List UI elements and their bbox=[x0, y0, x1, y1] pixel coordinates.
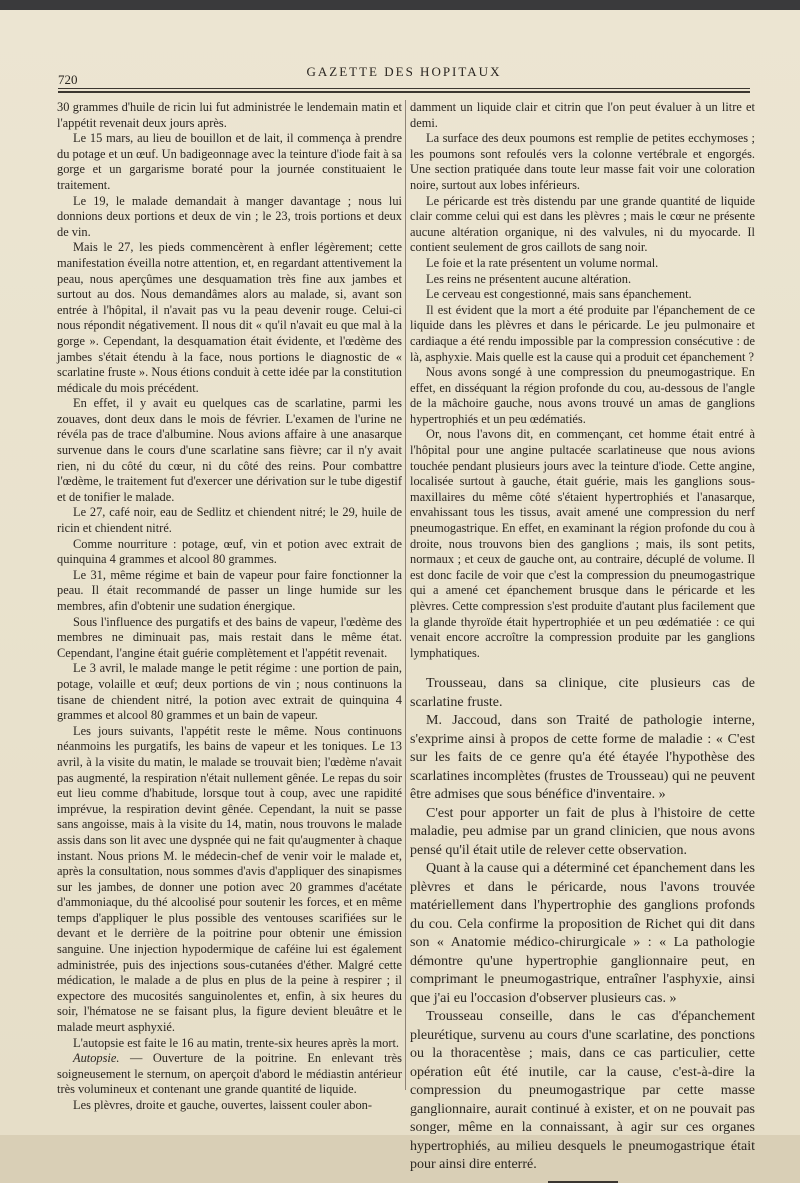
paragraph: 30 grammes d'huile de ricin lui fut administrée le lendemain matin et l'appétit revenait deux jours après. bbox=[57, 100, 402, 130]
page-header bbox=[58, 64, 750, 87]
paragraph: C'est pour apporter un fait de plus à l'histoire de cette maladie, peu admise par un grand clinicien, que nous avons pensé qu'il était utile de relever cette observation. bbox=[410, 805, 755, 858]
header-rule-thick bbox=[58, 91, 750, 93]
right-column bbox=[410, 100, 755, 1183]
paragraph: Comme nourriture : potage, œuf, vin et potion avec extrait de quinquina 4 grammes et alcool 80 grammes. bbox=[57, 536, 402, 567]
paragraph: Les plèvres, droite et gauche, ouvertes, laissent couler abon- bbox=[73, 1098, 372, 1112]
paragraph: En effet, il y avait eu quelques cas de scarlatine, parmi les zouaves, dont deux dans le mois de février. L'examen de l'urine ne révéla pas de trace d'albumine. Nous avions affaire à une anasarque survenue dans le cours d'une scarlatine sans fièvre; car il n'y avait rien, ni du côté du cœur, ni du côté des reins. Pour combattre l'œdème, le traitement fut d'exercer une dérivation sur le tube digestif et de tonifier le malade. bbox=[57, 396, 402, 504]
header-rule-thin bbox=[58, 88, 750, 89]
paragraph: Les jours suivants, l'appétit reste le même. Nous continuons néanmoins les purgatifs, les bains de vapeur et les toniques. Le 13 avril, à la visite du matin, le malade se trouvait bien; l'œdème n'avait pas augmenté, la respiration n'était nullement gênée. Le repas du soir eut lieu comme d'habitude, lorsque tout à coup, avec une rapidité imprévue, la respiration devint gênée. Cependant, la nuit se passe sans angoisse, mais à la visite du 14, matin, nous trouvons le malade assis dans son lit avec une dyspnée qui ne fait qu'augmenter à chaque instant. Nous prions M. le médecin-chef de venir voir le malade et, après la consultation, nous sommes d'avis d'appliquer des sinapismes sur les jambes, de donner une potion avec 20 grammes d'acétate d'ammoniaque, du thé alcoolisé pour soutenir les forces, et en même temps d'appliquer le plus possible des ventouses scarifiées sur le devant et le derrière de la poitrine pour obtenir une émission sanguine. Une injection hypodermique de caféine lui est également administrée, puis des injections sous-cutanées d'éther. Malgré cette médication, le malade a de plus en plus de la peine à respirer ; il expectore des mucosités sanguinolentes et, enfin, à six heures du soir, l'hématose ne se faisant plus, la figure devient bleuâtre et le malade meurt asphyxié. bbox=[57, 723, 402, 1035]
autopsy-paragraph bbox=[57, 1051, 402, 1098]
paragraph: La surface des deux poumons est remplie de petites ecchymoses ; les poumons sont refoulés vers la colonne vertébrale et engorgés. Une section pratiquée dans toute leur masse fait voir une coloration noire, surtout aux lobes inférieurs. bbox=[410, 131, 755, 192]
paragraph: Or, nous l'avons dit, en commençant, cet homme était entré à l'hôpital pour une angine pultacée scarlatineuse que nous avions touchée pendant plusieurs jours avec la teinture d'iode. Cette angine, localisée surtout à gauche, était guérie, mais les ganglions sous-maxillaires du même côté s'étaient hypertrophiés et l'anasarque, envahissant tous les tissus, avait amené une compression du nerf pneumogastrique. En effet, en examinant la région profonde du cou à droite, nous trouvons bien des ganglions ; mais, ils sont petits, normaux ; et ceux de gauche ont, au contraire, décuplé de volume. Il est donc facile de voir que c'est la compression du pneumogastrique qui a amené cet épanchement brusque dans le péricarde et les plèvres. Cette compression s'est produite d'autant plus facilement que la glande thyroïde était hypertrophiée et un peu œdématiée : ce qui venait encore accroître la compression produite par les ganglions lymphatiques. bbox=[410, 427, 755, 660]
left-column bbox=[57, 100, 402, 1114]
paragraph: damment un liquide clair et citrin que l'on peut évaluer à un litre et demi. bbox=[410, 100, 755, 130]
paragraph: Le 19, le malade demandait à manger davantage ; nous lui donnions deux portions et deux de vin ; le 23, trois portions et deux de vin. bbox=[57, 193, 402, 239]
journal-title: GAZETTE DES HOPITAUX bbox=[306, 64, 502, 79]
paragraph: Le cerveau est congestionné, mais sans épanchement. bbox=[426, 287, 692, 302]
paragraph: Mais le 27, les pieds commencèrent à enfler légèrement; cette manifestation éveilla notre attention, et, en regardant attentivement la peau, nous aperçûmes une desquamation très fine aux jambes et surtout au dos. Nous demandâmes alors au malade, si, avant son entrée à l'hôpital, il n'avait pas vu la peau devenir rouge. Celui-ci nous répondit négativement. Il nous dit « qu'il n'avait eu que mal à la gorge ». Cependant, la desquamation était évidente, et l'œdème des jambes s'était étendu à la face, nous portions le diagnostic de « scarlatine fruste ». Nous étions conduit à cette idée par la constitution médicale du mois précédent. bbox=[57, 240, 402, 395]
paragraph: Sous l'influence des purgatifs et des bains de vapeur, l'œdème des membres ne diminuait pas, mais restait dans le même état. Cependant, l'angine était guérie complètement et l'appétit revenait. bbox=[57, 614, 402, 660]
page-number: 720 bbox=[58, 72, 78, 87]
paragraph: Le péricarde est très distendu par une grande quantité de liquide clair comme celui qui est dans les plèvres ; mais le cœur ne présente aucune altération organique, ni des valvules, ni du myocarde. Il contient seulement de gros caillots de sang noir. bbox=[410, 193, 755, 255]
paragraph: Le 15 mars, au lieu de bouillon et de lait, il commença à prendre du potage et un œuf. Un badigeonnage avec la teinture d'iode fait à sa gorge et un gargarisme boraté pour la journée constituaient le traitement. bbox=[57, 131, 402, 192]
paragraph: Les reins ne présentent aucune altération. bbox=[426, 271, 632, 286]
paragraph: Le 31, même régime et bain de vapeur pour faire fonctionner la peau. Il était recommandé de passer un linge humide sur les membres, afin d'obtenir une sudation énergique. bbox=[57, 567, 402, 613]
paragraph: L'autopsie est faite le 16 au matin, trente-six heures après la mort. bbox=[73, 1035, 399, 1050]
section-gap bbox=[410, 661, 755, 675]
scan-top-edge bbox=[0, 0, 800, 10]
paragraph: Nous avons songé à une compression du pneumogastrique. En effet, en disséquant la région profonde du cou, au-dessous de l'angle de la mâchoire gauche, nous avons trouvé un amas de ganglions hypertrophiés et un peu œdématiés. bbox=[410, 365, 755, 426]
paragraph: Le 27, café noir, eau de Sedlitz et chiendent nitré; le 29, huile de ricin et chiendent nitré. bbox=[57, 505, 402, 536]
paragraph: M. Jaccoud, dans son Traité de pathologie interne, s'exprime ainsi à propos de cette forme de maladie : « C'est sur les faits de ce genre qu'a été étayée l'hypothèse des scarlatines incomplètes (frustes de Trousseau) qui ne peuvent être admises que sous bénéfice d'inventaire. » bbox=[410, 713, 755, 803]
paragraph: Trousseau, dans sa clinique, cite plusieurs cas de scarlatine fruste. bbox=[410, 676, 755, 710]
column-divider bbox=[405, 100, 406, 1090]
paragraph: Le 3 avril, le malade mange le petit régime : une portion de pain, potage, volaille et œuf; deux portions de vin ; nous continuons la tisane de chiendent nitré, la potion avec extrait de quinquina 4 grammes et alcool 80 grammes et un bain de vapeur. bbox=[57, 661, 402, 723]
autopsy-label: Autopsie. bbox=[73, 1051, 120, 1066]
paragraph: Quant à la cause qui a déterminé cet épanchement dans les plèvres et dans le péricarde, nous l'avons trouvée matériellement dans l'hypertrophie des ganglions profonds du cou. Cela confirme la proposition de Richet qui dit dans son « Anatomie médico-chirurgicale » : « La pathologie démontre qu'une hypertrophie ganglionnaire peut, en comprimant le pneumogastrique, entraîner l'asphyxie, ainsi que j'ai eu l'occasion d'observer plusieurs cas. » bbox=[410, 861, 755, 1006]
paragraph: Il est évident que la mort a été produite par l'épanchement de ce liquide dans les plèvres et dans le péricarde. Le jeu pulmonaire et cardiaque a été rendu impossible par la compression consécutive : de là, asphyxie. Mais quelle est la cause qui a produit cet épanchement ? bbox=[410, 302, 755, 364]
autopsy-text: — Ouverture de la poitrine. En enlevant très soigneusement le sternum, on aperçoit d'abord le médiastin antérieur très volumineux et contenant une grande quantité de liquide. bbox=[57, 1051, 402, 1097]
commentary-section bbox=[410, 675, 755, 1175]
paragraph: Le foie et la rate présentent un volume normal. bbox=[426, 255, 659, 270]
paragraph: Trousseau conseille, dans le cas d'épanchement pleurétique, survenu au cours d'une scarlatine, des ponctions ou la thoracentèse ; mais, dans ce cas particulier, cette opération eût été inutile, car la cause, c'est-à-dire la compression du pneumogastrique par cette masse ganglionnaire, aurait continué à exister, et on ne pouvait pas songer, même en la connaissant, à agir sur ces organes hypertrophiés, au milieu desquels le pneumogastrique était pour ainsi dire enterré. bbox=[410, 1009, 755, 1173]
